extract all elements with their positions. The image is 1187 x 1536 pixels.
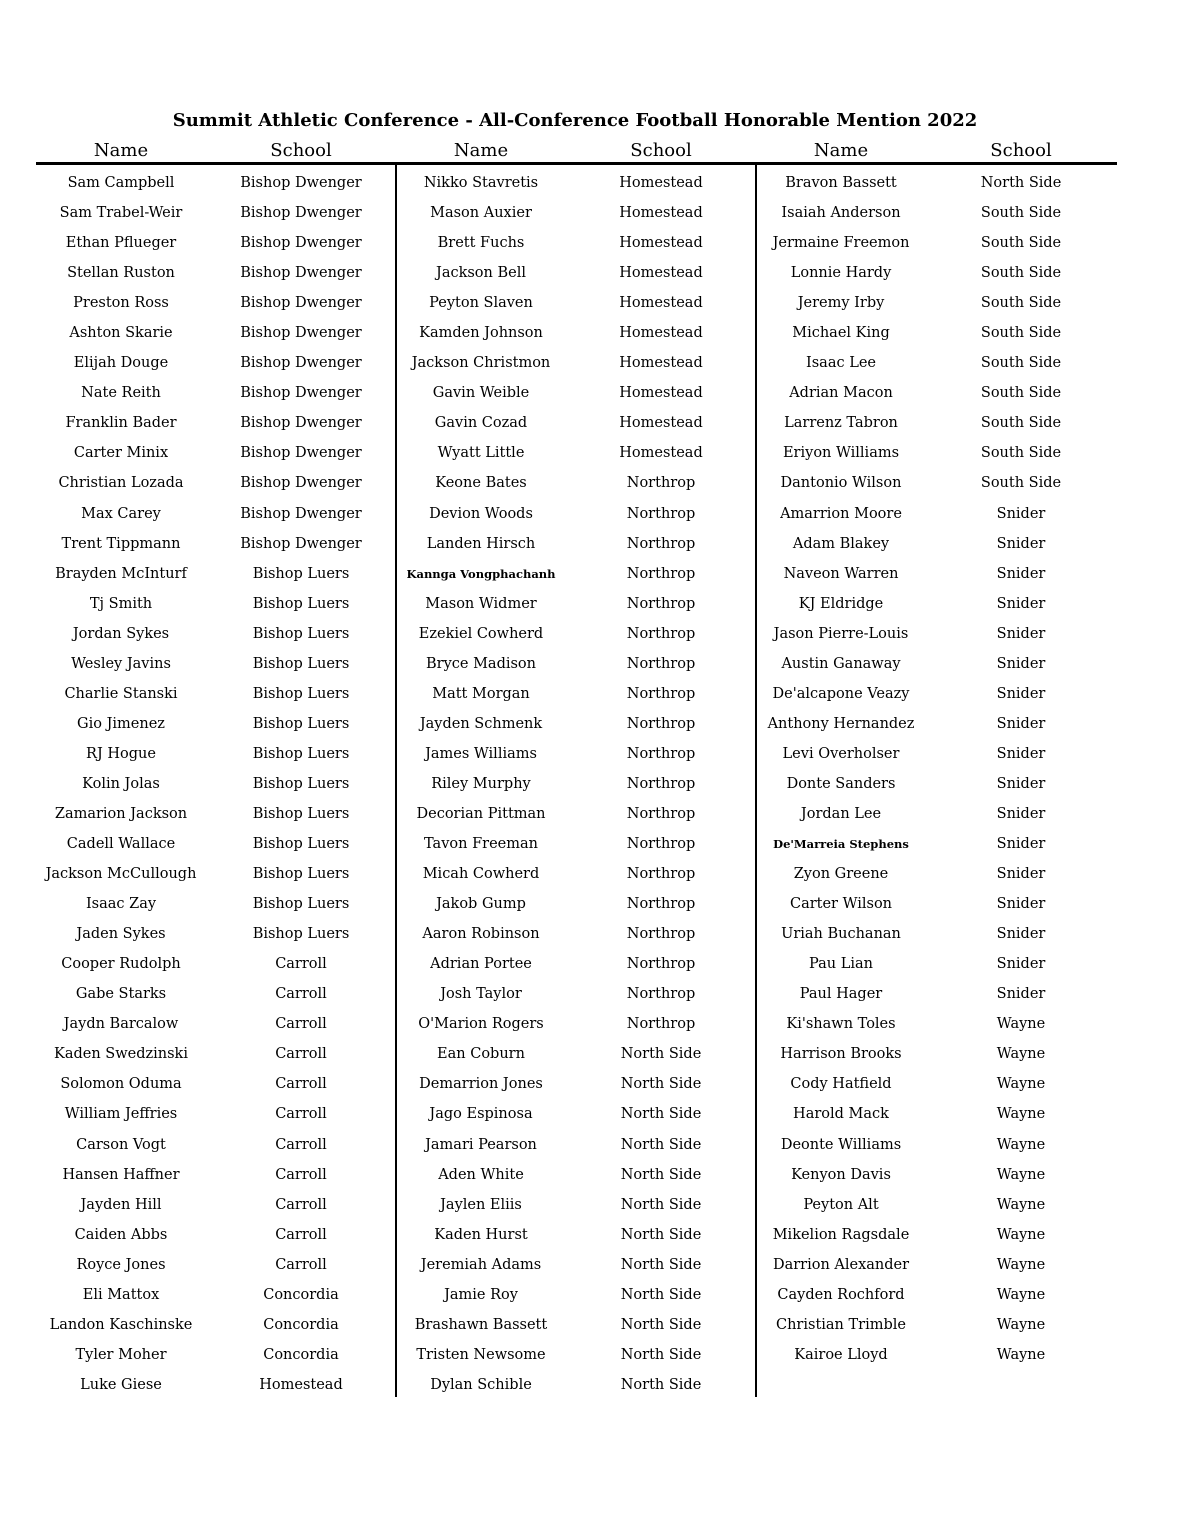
player-name: Brett Fuchs bbox=[437, 235, 525, 252]
player-name: Uriah Buchanan bbox=[781, 926, 901, 943]
player-school: Bishop Dwenger bbox=[240, 235, 362, 252]
header-name-3: Name bbox=[813, 140, 869, 161]
player-school: Northrop bbox=[626, 595, 696, 612]
player-school: South Side bbox=[980, 205, 1062, 222]
player-school: Carroll bbox=[275, 1166, 327, 1183]
player-school: Snider bbox=[996, 715, 1046, 732]
player-name: James Williams bbox=[425, 745, 537, 762]
player-school: North Side bbox=[620, 1376, 702, 1393]
player-school: Homestead bbox=[619, 175, 703, 191]
header-school-1: School bbox=[270, 140, 332, 161]
player-name: Gio Jimenez bbox=[77, 715, 165, 732]
player-school: Bishop Dwenger bbox=[240, 265, 362, 282]
player-name: Stellan Ruston bbox=[67, 265, 175, 282]
player-school: Bishop Dwenger bbox=[240, 175, 362, 191]
player-school: Northrop bbox=[626, 896, 696, 913]
player-school: Bishop Luers bbox=[252, 745, 350, 762]
player-school: Bishop Luers bbox=[252, 655, 350, 672]
player-name: Charlie Stanski bbox=[64, 685, 178, 702]
player-name: Jamari Pearson bbox=[425, 1136, 537, 1153]
player-name: Sam Trabel-Weir bbox=[59, 205, 183, 222]
player-name: Jakob Gump bbox=[436, 896, 526, 913]
player-name: Naveon Warren bbox=[783, 565, 899, 582]
player-name: Jordan Sykes bbox=[72, 625, 170, 642]
player-name: Wesley Javins bbox=[71, 655, 171, 672]
player-school: North Side bbox=[620, 1256, 702, 1273]
player-school: Bishop Luers bbox=[252, 866, 350, 883]
player-name: Tj Smith bbox=[89, 595, 153, 612]
player-school: Northrop bbox=[626, 926, 696, 943]
player-school: Homestead bbox=[619, 385, 703, 402]
player-school: Carroll bbox=[275, 1076, 327, 1093]
player-name: Cody Hatfield bbox=[790, 1076, 892, 1093]
player-name: Brashawn Bassett bbox=[414, 1316, 548, 1333]
player-name: Zyon Greene bbox=[793, 866, 889, 883]
player-school: Bishop Luers bbox=[252, 836, 350, 853]
player-school: Carroll bbox=[275, 1226, 327, 1243]
player-name: Kannga Vongphachanh bbox=[406, 566, 556, 581]
player-school: Bishop Luers bbox=[252, 625, 350, 642]
player-name: Kolin Jolas bbox=[82, 775, 160, 792]
player-name: Dantonio Wilson bbox=[780, 475, 902, 492]
player-school: Snider bbox=[996, 836, 1046, 853]
player-school: Snider bbox=[996, 866, 1046, 883]
player-school: North Side bbox=[620, 1286, 702, 1303]
player-name: Gavin Weible bbox=[432, 385, 530, 402]
player-school: Concordia bbox=[263, 1346, 339, 1363]
player-name: Luke Giese bbox=[80, 1376, 162, 1393]
player-school: Homestead bbox=[259, 1376, 343, 1393]
player-school: Homestead bbox=[619, 445, 703, 462]
player-school: North Side bbox=[980, 175, 1062, 191]
player-name: Jayden Schmenk bbox=[419, 715, 543, 732]
player-name: Carter Wilson bbox=[789, 896, 893, 913]
player-name: Darrion Alexander bbox=[772, 1256, 910, 1273]
player-name: Kaden Hurst bbox=[434, 1226, 528, 1243]
player-name: Kairoe Lloyd bbox=[794, 1346, 888, 1363]
header-divider bbox=[36, 162, 1117, 165]
player-school: Snider bbox=[996, 655, 1046, 672]
player-school: Bishop Luers bbox=[252, 685, 350, 702]
player-name: Michael King bbox=[792, 325, 890, 342]
player-name: Isaiah Anderson bbox=[781, 205, 901, 222]
player-name: De'Marreia Stephens bbox=[773, 837, 909, 852]
player-name: Kaden Swedzinski bbox=[54, 1046, 188, 1063]
player-name: Trent Tippmann bbox=[61, 535, 181, 552]
player-school: Wayne bbox=[996, 1196, 1046, 1213]
player-school: Wayne bbox=[996, 1346, 1046, 1363]
player-school: Snider bbox=[996, 685, 1046, 702]
player-name: Jeremy Irby bbox=[797, 295, 885, 312]
player-name: Cayden Rochford bbox=[777, 1286, 905, 1303]
player-school: Homestead bbox=[619, 355, 703, 372]
player-school: Northrop bbox=[626, 866, 696, 883]
player-school: Bishop Dwenger bbox=[240, 355, 362, 372]
player-school: Wayne bbox=[996, 1136, 1046, 1153]
player-school: Snider bbox=[996, 535, 1046, 552]
player-name: Hansen Haffner bbox=[62, 1166, 180, 1183]
player-school: Concordia bbox=[263, 1316, 339, 1333]
player-name: Jaydn Barcalow bbox=[63, 1016, 179, 1033]
player-school: Snider bbox=[996, 505, 1046, 522]
player-school: Snider bbox=[996, 896, 1046, 913]
table-header bbox=[36, 140, 1116, 162]
player-name: Keone Bates bbox=[435, 475, 527, 492]
player-school: Homestead bbox=[619, 325, 703, 342]
player-school: Northrop bbox=[626, 565, 696, 582]
player-school: Bishop Dwenger bbox=[240, 445, 362, 462]
player-school: Bishop Dwenger bbox=[240, 205, 362, 222]
player-name: Jason Pierre-Louis bbox=[773, 625, 909, 642]
player-school: Bishop Luers bbox=[252, 715, 350, 732]
player-name: Nate Reith bbox=[81, 385, 161, 402]
player-name: Jeremiah Adams bbox=[420, 1256, 542, 1273]
player-name: Nikko Stavretis bbox=[423, 175, 539, 191]
player-name: Zamarion Jackson bbox=[54, 805, 188, 822]
header-school-3: School bbox=[990, 140, 1052, 161]
player-school: Snider bbox=[996, 625, 1046, 642]
player-school: Snider bbox=[996, 926, 1046, 943]
player-school: Carroll bbox=[275, 956, 327, 973]
player-school: Wayne bbox=[996, 1106, 1046, 1123]
player-name: Aden White bbox=[438, 1166, 524, 1183]
player-school: Bishop Dwenger bbox=[240, 295, 362, 312]
player-name: Adam Blakey bbox=[792, 535, 890, 552]
player-name: Jayden Hill bbox=[80, 1196, 162, 1213]
player-school: Snider bbox=[996, 986, 1046, 1003]
player-school: Bishop Luers bbox=[252, 926, 350, 943]
player-name: Peyton Alt bbox=[803, 1196, 879, 1213]
player-school: Northrop bbox=[626, 655, 696, 672]
player-name: Isaac Zay bbox=[85, 896, 157, 913]
player-name: Donte Sanders bbox=[786, 775, 896, 792]
player-school: Wayne bbox=[996, 1286, 1046, 1303]
player-name: O'Marion Rogers bbox=[418, 1016, 544, 1033]
player-name: Sam Campbell bbox=[67, 175, 175, 191]
player-school: Wayne bbox=[996, 1046, 1046, 1063]
player-school: Bishop Dwenger bbox=[240, 505, 362, 522]
player-school: Bishop Dwenger bbox=[240, 535, 362, 552]
player-name: Mason Widmer bbox=[425, 595, 537, 612]
player-school: South Side bbox=[980, 385, 1062, 402]
player-name: Amarrion Moore bbox=[780, 505, 902, 522]
player-school: Northrop bbox=[626, 535, 696, 552]
player-name: Wyatt Little bbox=[437, 445, 525, 462]
player-name: Adrian Macon bbox=[789, 385, 893, 402]
player-school: Homestead bbox=[619, 295, 703, 312]
player-school: Snider bbox=[996, 745, 1046, 762]
player-school: South Side bbox=[980, 445, 1062, 462]
player-name: Larrenz Tabron bbox=[784, 415, 898, 432]
player-name: Harold Mack bbox=[793, 1106, 889, 1123]
player-school: Northrop bbox=[626, 475, 696, 492]
player-name: Caiden Abbs bbox=[74, 1226, 168, 1243]
player-name: Jermaine Freemon bbox=[772, 235, 910, 252]
player-school: North Side bbox=[620, 1316, 702, 1333]
player-school: Northrop bbox=[626, 625, 696, 642]
player-school: Carroll bbox=[275, 1046, 327, 1063]
player-school: North Side bbox=[620, 1076, 702, 1093]
player-name: Tavon Freeman bbox=[424, 836, 538, 853]
player-name: Preston Ross bbox=[73, 295, 169, 312]
player-name: Jackson Bell bbox=[436, 265, 526, 282]
player-name: Demarrion Jones bbox=[419, 1076, 543, 1093]
player-name: Kamden Johnson bbox=[419, 325, 543, 342]
player-name: William Jeffries bbox=[64, 1106, 178, 1123]
player-name: Royce Jones bbox=[76, 1256, 166, 1273]
player-name: Max Carey bbox=[81, 505, 161, 522]
player-name: Anthony Hernandez bbox=[767, 715, 915, 732]
player-school: Northrop bbox=[626, 745, 696, 762]
player-school: Carroll bbox=[275, 1016, 327, 1033]
player-name: Pau Lian bbox=[809, 956, 873, 973]
player-name: Micah Cowherd bbox=[422, 866, 540, 883]
player-name: Ashton Skarie bbox=[69, 325, 173, 342]
player-name: Tyler Moher bbox=[75, 1346, 167, 1363]
player-school: Northrop bbox=[626, 775, 696, 792]
player-name: Ezekiel Cowherd bbox=[418, 625, 544, 642]
player-name: Isaac Lee bbox=[806, 355, 876, 372]
header-name-1: Name bbox=[93, 140, 149, 161]
player-school: South Side bbox=[980, 265, 1062, 282]
player-name: Tristen Newsome bbox=[416, 1346, 546, 1363]
player-school: North Side bbox=[620, 1046, 702, 1063]
player-name: Franklin Bader bbox=[65, 415, 177, 432]
player-school: Bishop Dwenger bbox=[240, 475, 362, 492]
player-name: Mikelion Ragsdale bbox=[772, 1226, 910, 1243]
player-school: Concordia bbox=[263, 1286, 339, 1303]
player-name: Carson Vogt bbox=[76, 1136, 166, 1153]
player-school: Snider bbox=[996, 775, 1046, 792]
header-name-2: Name bbox=[453, 140, 509, 161]
player-name: Eli Mattox bbox=[82, 1286, 160, 1303]
player-school: Snider bbox=[996, 565, 1046, 582]
player-name: Bryce Madison bbox=[425, 655, 536, 672]
player-school: North Side bbox=[620, 1106, 702, 1123]
player-school: Bishop Dwenger bbox=[240, 415, 362, 432]
player-school: Northrop bbox=[626, 685, 696, 702]
player-name: Ethan Pflueger bbox=[65, 235, 177, 252]
player-school: North Side bbox=[620, 1346, 702, 1363]
player-school: Wayne bbox=[996, 1256, 1046, 1273]
player-school: Northrop bbox=[626, 1016, 696, 1033]
player-name: Ean Coburn bbox=[437, 1046, 525, 1063]
player-name: Mason Auxier bbox=[430, 205, 532, 222]
player-school: South Side bbox=[980, 415, 1062, 432]
player-name: Levi Overholser bbox=[782, 745, 900, 762]
player-name: Peyton Slaven bbox=[429, 295, 533, 312]
player-name: Jamie Roy bbox=[444, 1286, 518, 1303]
player-school: South Side bbox=[980, 235, 1062, 252]
player-school: Wayne bbox=[996, 1016, 1046, 1033]
player-school: Bishop Luers bbox=[252, 595, 350, 612]
player-name: Harrison Brooks bbox=[780, 1046, 902, 1063]
header-school-2: School bbox=[630, 140, 692, 161]
player-school: Homestead bbox=[619, 265, 703, 282]
player-name: Elijah Douge bbox=[73, 355, 169, 372]
player-school: Carroll bbox=[275, 986, 327, 1003]
player-school: Northrop bbox=[626, 805, 696, 822]
player-name: Riley Murphy bbox=[431, 775, 531, 792]
player-name: Brayden McInturf bbox=[55, 565, 187, 582]
player-school: North Side bbox=[620, 1166, 702, 1183]
player-name: Cooper Rudolph bbox=[61, 956, 181, 973]
player-school: Carroll bbox=[275, 1106, 327, 1123]
player-school: Bishop Luers bbox=[252, 775, 350, 792]
player-name: RJ Hogue bbox=[86, 745, 156, 762]
player-school: Carroll bbox=[275, 1136, 327, 1153]
player-school: Wayne bbox=[996, 1316, 1046, 1333]
player-school: Wayne bbox=[996, 1226, 1046, 1243]
player-school: Northrop bbox=[626, 836, 696, 853]
player-school: Northrop bbox=[626, 956, 696, 973]
player-school: Homestead bbox=[619, 235, 703, 252]
player-name: Gavin Cozad bbox=[434, 415, 528, 432]
player-name: Ki'shawn Toles bbox=[786, 1016, 896, 1033]
player-name: Gabe Starks bbox=[75, 986, 167, 1003]
page-title: Summit Athletic Conference - All-Conference Football Honorable Mention 2022 bbox=[172, 110, 978, 131]
player-school: Snider bbox=[996, 956, 1046, 973]
player-school: North Side bbox=[620, 1196, 702, 1213]
player-school: South Side bbox=[980, 325, 1062, 342]
player-school: Northrop bbox=[626, 986, 696, 1003]
player-name: Kenyon Davis bbox=[791, 1166, 891, 1183]
player-school: Bishop Luers bbox=[252, 565, 350, 582]
player-school: South Side bbox=[980, 355, 1062, 372]
player-name: Christian Trimble bbox=[776, 1316, 906, 1333]
player-name: Landon Kaschinske bbox=[49, 1316, 193, 1333]
player-school: Bishop Dwenger bbox=[240, 325, 362, 342]
player-name: Decorian Pittman bbox=[416, 805, 546, 822]
player-school: South Side bbox=[980, 475, 1062, 492]
player-name: Matt Morgan bbox=[432, 685, 530, 702]
player-name: KJ Eldridge bbox=[798, 595, 884, 612]
player-name: Jordan Lee bbox=[800, 805, 882, 822]
player-school: Snider bbox=[996, 595, 1046, 612]
player-school: Wayne bbox=[996, 1076, 1046, 1093]
player-name: Deonte Williams bbox=[780, 1136, 902, 1153]
player-school: Northrop bbox=[626, 715, 696, 732]
player-name: Devion Woods bbox=[429, 505, 533, 522]
player-school: North Side bbox=[620, 1226, 702, 1243]
player-school: Wayne bbox=[996, 1166, 1046, 1183]
player-name: Bravon Bassett bbox=[785, 175, 897, 191]
player-school: Bishop Luers bbox=[252, 805, 350, 822]
player-name: Landen Hirsch bbox=[426, 535, 536, 552]
player-school: Homestead bbox=[619, 415, 703, 432]
player-name: Adrian Portee bbox=[430, 956, 532, 973]
player-name: Cadell Wallace bbox=[66, 836, 176, 853]
player-school: Carroll bbox=[275, 1196, 327, 1213]
player-name: Jaden Sykes bbox=[76, 926, 166, 943]
player-school: North Side bbox=[620, 1136, 702, 1153]
player-name: Aaron Robinson bbox=[422, 926, 540, 943]
player-name: Eriyon Williams bbox=[782, 445, 900, 462]
player-name: Christian Lozada bbox=[58, 475, 184, 492]
player-name: Lonnie Hardy bbox=[790, 265, 892, 282]
player-name: Dylan Schible bbox=[430, 1376, 532, 1393]
player-school: Bishop Luers bbox=[252, 896, 350, 913]
player-name: De'alcapone Veazy bbox=[772, 685, 910, 702]
player-name: Jaylen Eliis bbox=[440, 1196, 522, 1213]
player-name: Jago Espinosa bbox=[429, 1106, 533, 1123]
player-name: Solomon Oduma bbox=[60, 1076, 182, 1093]
player-name: Carter Minix bbox=[73, 445, 169, 462]
player-name: Josh Taylor bbox=[440, 986, 522, 1003]
player-school: Snider bbox=[996, 805, 1046, 822]
player-school: Carroll bbox=[275, 1256, 327, 1273]
player-name: Paul Hager bbox=[799, 986, 883, 1003]
player-school: Bishop Dwenger bbox=[240, 385, 362, 402]
player-name: Austin Ganaway bbox=[781, 655, 901, 672]
player-name: Jackson Christmon bbox=[411, 355, 551, 372]
player-school: South Side bbox=[980, 295, 1062, 312]
player-school: Homestead bbox=[619, 205, 703, 222]
player-school: Northrop bbox=[626, 505, 696, 522]
player-name: Jackson McCullough bbox=[45, 866, 197, 883]
